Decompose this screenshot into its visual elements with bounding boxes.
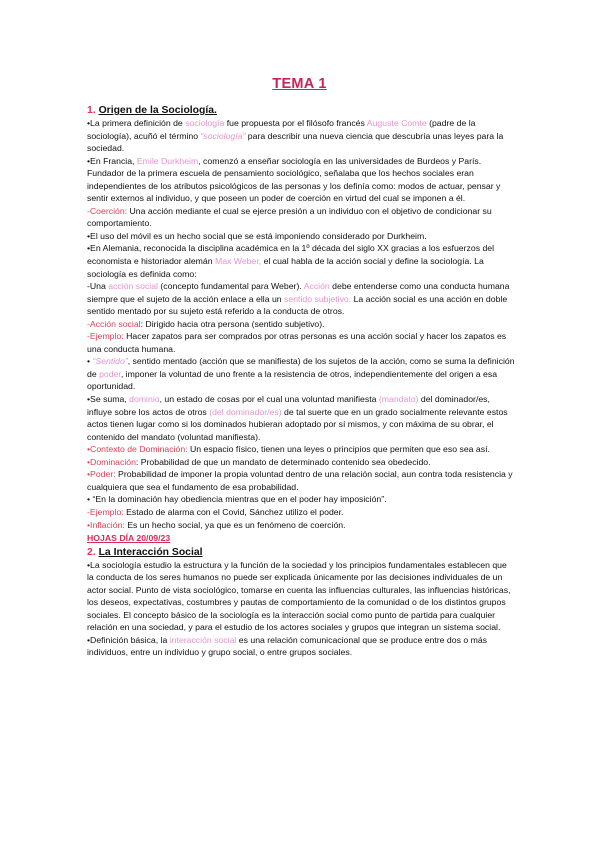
- text-run: (concepto fundamental para Weber).: [158, 281, 304, 292]
- text-run: -Una: [87, 281, 109, 292]
- highlighted-term: “sociología”: [200, 130, 246, 141]
- paragraph: [87, 519, 515, 532]
- text-run: La acción social es una acción en doble sentido mentado por su sujeto está referido a la conducta de otros.: [87, 293, 508, 317]
- text-run: •El uso del móvil es un hecho social que se está imponiendo considerado por Durkheim.: [87, 230, 427, 241]
- text-run: de tal suerte que en un grado socialmente relevante estos actos tienen lugar como si los dominados hubieran adoptado por sí mismos, y con máxima de su obrar, el contenido del mandato (voluntad manifiesta).: [87, 406, 508, 442]
- text-run: , imponer la voluntad de uno frente a la resistencia de otros, independientemente del origen a esa oportunidad.: [87, 368, 498, 392]
- highlighted-term: dominio: [129, 394, 160, 405]
- highlighted-term: Max Weber,: [214, 256, 262, 267]
- highlighted-term: sentido subjetivo.: [284, 293, 352, 304]
- text-run: del dominador/es, influye sobre los actos de otros: [87, 394, 490, 417]
- highlighted-term: •Poder:: [87, 469, 116, 480]
- text-run: Un espacio físico, tienen una leyes o principios que permiten que eso sea así.: [187, 444, 490, 455]
- paragraph: [87, 493, 515, 506]
- text-run: Una acción mediante el cual se ejerce presión a un individuo con el objetivo de condicionar su comportamiento.: [87, 205, 492, 229]
- section-2-body: [87, 559, 515, 659]
- section-1-body: [87, 117, 515, 531]
- text-run: debe entenderse como una conducta humana siempre que el sujeto de la acción enlace a ella un: [87, 281, 510, 304]
- text-run: Estado de alarma con el Covid, Sánchez utilizo el poder.: [123, 506, 344, 517]
- highlighted-term: Auguste Comte: [366, 118, 427, 128]
- section-number: 1.: [87, 105, 96, 116]
- paragraph: [87, 330, 515, 355]
- text-run: •La primera definición de: [87, 118, 186, 128]
- highlighted-term: interacción social: [169, 634, 237, 645]
- paragraph: [87, 559, 515, 634]
- text-run: para describir una nueva ciencia que descubría unas leyes para la sociedad.: [87, 130, 504, 154]
- highlighted-term: acción social: [108, 281, 158, 292]
- paragraph: [87, 355, 515, 393]
- highlighted-term: poder: [99, 368, 121, 379]
- section-title: La Interacción Social: [98, 546, 203, 558]
- document-body: [87, 104, 515, 659]
- text-run: el cual habla de la acción social y define la sociología. La sociología es definida como:: [87, 256, 484, 279]
- text-run: es una relación comunicacional que se produce entre dos o más individuos, entre un individuo y grupo social, o entre grupos sociales.: [87, 634, 487, 658]
- text-run: Hacer zapatos para ser comprados por otras personas es una acción social y hacer los zapatos es una conducta humana.: [87, 331, 507, 354]
- highlighted-term: (del dominador/es): [209, 406, 282, 417]
- date-label: HOJAS DÍA 20/09/23: [87, 533, 171, 544]
- text-run: •Definición básica, la: [87, 634, 170, 645]
- highlighted-term: •Dominación: [87, 456, 136, 467]
- text-run: •En Francia,: [87, 155, 137, 166]
- highlighted-term: (mandato): [378, 394, 419, 405]
- text-run: •La sociología estudio la estructura y la función de la sociedad y los principios fundamentales establecen que la conducta de los seres humanos no puede ser explicada únicamente por las decisiones individuales de un actor social. Punto de vista sociológico, tomarse en cuenta las influencias culturales, las influencias históricas, los deseos, expectativas, costumbres y pautas de comportamiento de la comunidad o de los distintos grupos sociales. El concepto básico de la sociología es la interacción social como punto de partida para cualquier relación en una sociedad, y para el estudio de los actores sociales y grupos que integran un sistema social.: [87, 559, 511, 633]
- text-run: •: [87, 356, 93, 367]
- highlighted-term: -Acción social: [87, 318, 141, 329]
- paragraph: [87, 155, 515, 205]
- paragraph: [87, 468, 515, 493]
- page-title: TEMA 1: [272, 76, 327, 92]
- paragraph: [87, 242, 515, 280]
- text-run: • “En la dominación hay obediencia mientras que en el poder hay imposición”.: [87, 494, 387, 505]
- highlighted-term: •Contexto de Dominación:: [87, 444, 188, 455]
- section-title: Origen de la Sociología.: [98, 105, 217, 116]
- section-1-heading: [87, 104, 515, 117]
- paragraph: [87, 393, 515, 443]
- paragraph: [87, 443, 515, 456]
- paragraph: [87, 506, 515, 519]
- section-2-heading: [87, 546, 515, 559]
- highlighted-term: -Coerción:: [87, 205, 128, 216]
- paragraph: [87, 230, 515, 243]
- text-run: fue propuesta por el filósofo francés: [224, 118, 367, 128]
- highlighted-term: Emile Durkheim: [136, 155, 199, 166]
- highlighted-term: “Sentido”: [92, 356, 128, 367]
- paragraph: [87, 280, 515, 318]
- section-number: 2.: [87, 546, 96, 558]
- paragraph: [87, 205, 515, 230]
- text-run: •En Alemania, reconocida la disciplina académica en la 1º década del siglo XX gracias a los esfuerzos del economista e historiador alemán: [87, 243, 495, 267]
- text-run: Es un hecho social, ya que es un fenómeno de coerción.: [124, 519, 346, 530]
- paragraph: [87, 456, 515, 469]
- paragraph: [87, 117, 515, 155]
- paragraph: [87, 318, 515, 331]
- highlighted-term: •Inflación:: [87, 519, 125, 530]
- text-run: : Probabilidad de que un mandato de determinado contenido sea obedecido.: [135, 456, 431, 467]
- highlighted-term: -Ejemplo:: [87, 331, 124, 342]
- highlighted-term: -Ejemplo:: [87, 506, 124, 517]
- text-run: : Dirigido hacia otra persona (sentido subjetivo).: [140, 318, 325, 329]
- text-run: , un estado de cosas por el cual una voluntad manifiesta: [159, 394, 379, 405]
- paragraph: [87, 634, 515, 659]
- text-run: (padre de la sociología), acuñó el término: [87, 118, 476, 141]
- text-run: , sentido mentado (acción que se manifiesta) de los sujetos de la acción, como se suma la definición de: [87, 356, 515, 379]
- text-run: •Se suma,: [87, 394, 130, 405]
- highlighted-term: sociología: [185, 118, 225, 128]
- text-run: Probabilidad de imponer la propia voluntad dentro de una relación social, aun contra toda resistencia y cualquiera que sea el fundamento de esa probabilidad.: [87, 469, 513, 492]
- highlighted-term: Acción: [303, 281, 330, 292]
- text-run: , comenzó a enseñar sociología en las universidades de Burdeos y París. Fundador de la primera escuela de pensamiento sociológico, señalaba que los hechos sociales eran independientes de los atributos psicológicos de las personas y los definía como: modos de actuar, pensar y sentir externos al individuo, y que poseen un poder de coerción en virtud del cual se imponen a él.: [87, 155, 501, 204]
